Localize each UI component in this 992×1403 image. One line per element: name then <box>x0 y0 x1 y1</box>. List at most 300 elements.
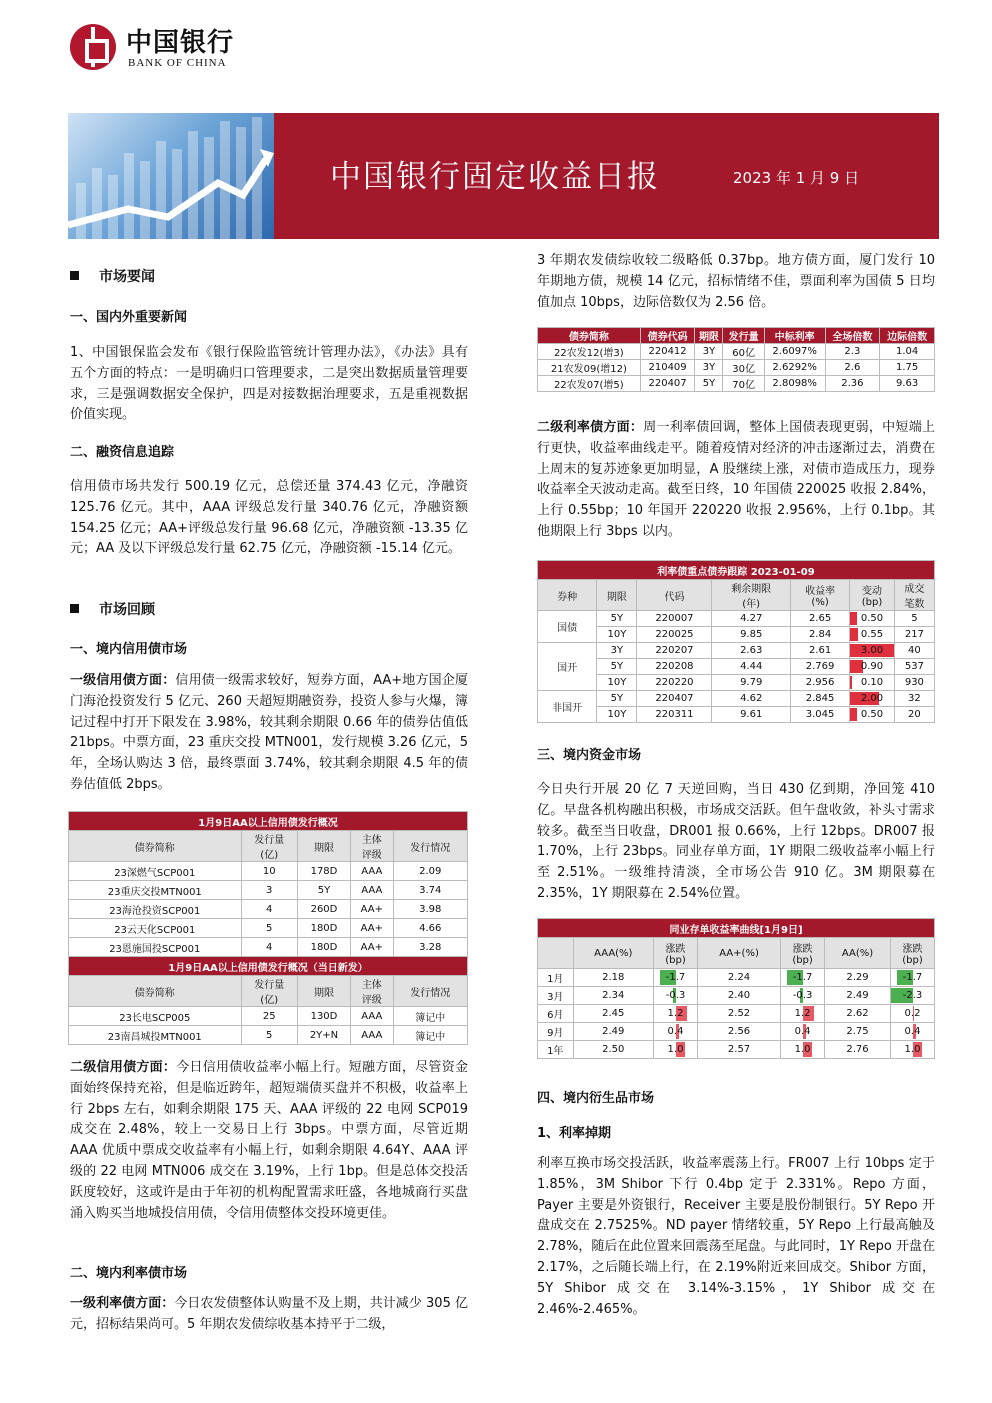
change-bar <box>850 628 858 641</box>
cell-value: 2.845 <box>805 693 835 704</box>
table-row <box>538 1023 935 1041</box>
table-row <box>538 611 935 627</box>
cell-value: 930 <box>904 677 924 688</box>
table-cell <box>781 1005 825 1023</box>
table-cell <box>538 1005 574 1023</box>
table-row <box>69 938 468 957</box>
table-cell <box>891 1041 935 1059</box>
para-primary-credit <box>70 671 468 796</box>
cell-value: 0.4 <box>904 1026 921 1037</box>
label-secondary-credit: 二级信用债方面： <box>70 1060 177 1075</box>
cell-value: 0.10 <box>860 677 884 688</box>
table-cell <box>712 659 790 675</box>
agri-header-cell: 发行量 <box>723 328 764 344</box>
table-cell <box>825 1005 891 1023</box>
table-cell <box>573 1005 654 1023</box>
table-cell <box>825 1041 891 1059</box>
table-cell: 5Y <box>695 376 723 392</box>
table-cell <box>894 691 934 707</box>
table-cell <box>790 707 849 723</box>
cell-value: 2.84 <box>808 629 832 640</box>
cell-value: -0.3 <box>792 990 813 1001</box>
cell-value: 10Y <box>607 629 627 640</box>
report-banner <box>68 113 939 239</box>
table-row <box>69 919 468 938</box>
cell-value: 220208 <box>655 661 694 672</box>
table-cell <box>790 691 849 707</box>
table-cell <box>712 643 790 659</box>
cell-value: 2.65 <box>808 613 832 624</box>
table-cell: 簿记中 <box>393 1007 467 1026</box>
credit-header-cell: 发行情况 <box>393 976 467 1007</box>
cell-value: 0.4 <box>794 1026 811 1037</box>
cell-value: 2.76 <box>846 1044 869 1055</box>
table-cell: 2.09 <box>393 862 467 881</box>
table-cell <box>850 691 895 707</box>
table-cell: AA+ <box>351 919 393 938</box>
table-cell: 3.28 <box>393 938 467 957</box>
cell-value: 2.29 <box>846 972 869 983</box>
cell-value: 2.34 <box>602 990 625 1001</box>
table-cell <box>573 1023 654 1041</box>
ncd-header-cell: 涨跌 (bp) <box>654 938 698 969</box>
heading-financing: 二、融资信息追踪 <box>70 445 175 460</box>
table-row <box>538 1005 935 1023</box>
agri-header-cell: 债券代码 <box>640 328 695 344</box>
rate-header-cell: 券种 <box>538 580 597 611</box>
para-financing: 信用债市场共发行 500.19 亿元，总偿还量 374.43 亿元，净融资 125.76 亿元。其中，AAA 评级总发行量 340.76 亿元，净融资额 154.25 亿元；AA+评级总发行量 96.68 亿元，净融资额 -13.35 亿元；AA 及以下评级总发行量 62.75 亿元，净融资额 -15.14 亿元。 <box>70 479 468 557</box>
table-cell <box>894 643 934 659</box>
cell-value: 2.62 <box>846 1008 869 1019</box>
table-cell <box>697 1023 780 1041</box>
table-cell <box>825 969 891 987</box>
credit-header-cell: 发行量 (亿) <box>241 831 297 862</box>
cell-value: 3.00 <box>860 645 884 656</box>
table-row <box>538 987 935 1005</box>
table-cell: AAA <box>351 881 393 900</box>
table-row <box>69 900 468 919</box>
table-cell: 4 <box>241 938 297 957</box>
table-cell: 2.6097% <box>764 344 825 360</box>
rate-bond-tracking-table <box>537 560 935 723</box>
cell-value: 537 <box>904 661 924 672</box>
table-cell <box>597 691 637 707</box>
table-cell: 4.66 <box>393 919 467 938</box>
credit-header-cell: 债券简称 <box>69 831 242 862</box>
table-cell <box>697 987 780 1005</box>
table-cell <box>637 627 712 643</box>
agri-header-cell: 全场倍数 <box>825 328 880 344</box>
cell-value: 2.52 <box>727 1008 751 1019</box>
agri-header-cell: 期限 <box>695 328 723 344</box>
change-bar <box>850 612 857 625</box>
table-row <box>538 627 935 643</box>
table-cell: 10 <box>241 862 297 881</box>
para-news: 1、中国银保监会发布《银行保险监管统计管理办法》，《办法》具有五个方面的特点：一是明确归口管理要求，二是突出数据质量管理要求，三是强调数据安全保护，四是对接数据治理要求，五是重视数据价值实现。 <box>70 345 468 423</box>
table-cell: 130D <box>297 1007 350 1026</box>
table-cell <box>891 1023 935 1041</box>
label-secondary-rate: 二级利率债方面： <box>537 420 644 435</box>
cell-value: 2.24 <box>727 972 751 983</box>
cell-value: 2.45 <box>602 1008 625 1019</box>
cell-value: 220207 <box>655 645 694 656</box>
table-cell: 2.8098% <box>764 376 825 392</box>
table-cell <box>781 1023 825 1041</box>
table-cell: 2.3 <box>825 344 880 360</box>
heading-derivatives: 四、境内衍生品市场 <box>537 1091 655 1106</box>
logo-en-text: BANK OF CHINA <box>128 57 227 69</box>
table-cell <box>637 691 712 707</box>
bank-logo-icon <box>70 24 116 70</box>
table-cell <box>712 675 790 691</box>
cell-value: 1.0 <box>794 1044 811 1055</box>
table-cell <box>894 707 934 723</box>
bond-type-cell: 国开 <box>538 643 597 691</box>
table-cell <box>850 627 895 643</box>
bond-type-cell: 非国开 <box>538 691 597 723</box>
cell-value: 10Y <box>607 677 627 688</box>
cell-value: -1.7 <box>902 972 923 983</box>
table-cell <box>712 707 790 723</box>
table-cell: 2.6 <box>825 360 880 376</box>
table-cell <box>894 611 934 627</box>
table-cell: 3Y <box>695 360 723 376</box>
cell-value: 2.956 <box>805 677 835 688</box>
table-cell: 5Y <box>297 881 350 900</box>
table-cell: 22农发12(增3) <box>538 344 641 360</box>
table-cell: 210409 <box>640 360 695 376</box>
para-primary-rate <box>70 1294 468 1336</box>
rate-header-cell: 代码 <box>637 580 712 611</box>
cell-value: 4.62 <box>740 693 763 704</box>
table-cell <box>697 1005 780 1023</box>
credit-header-cell: 债券简称 <box>69 976 242 1007</box>
table-cell <box>850 675 895 691</box>
table-row <box>538 691 935 707</box>
table-row <box>538 659 935 675</box>
ncd-table-header <box>538 938 935 969</box>
table-cell <box>850 707 895 723</box>
table-cell: 22农发07(增5) <box>538 376 641 392</box>
cell-value: 5Y <box>610 693 624 704</box>
para-money-market: 今日央行开展 20 亿 7 天逆回购，当日 430 亿到期，净回笼 410 亿。早盘各机构融出积极，市场成交活跃。但午盘收敛，补头寸需求较多。截至当日收盘，DR001 报 0.66%，上行 12bps。DR007 报 1.70%，上行 23bps。同业存单方面，1Y 期限二级收益率小幅上行至 2.51%。一级维持清淡，全市场公告 910 亿。3M 期限募在 2.35%，1Y 期限募在 2.54%位置。 <box>537 782 935 901</box>
ncd-header-cell: 涨跌 (bp) <box>891 938 935 969</box>
text-primary-credit: 信用债一级需求较好，短券方面，AA+地方国企厦门海沧投资发行 5 亿元、260 天超短期融资券，投资人参与火爆，簿记过程中打开下限发在 3.98%，较其剩余期限 0.66 年的债券估值低 21bps。中票方面，23 重庆交投 MTN001，发行规模 3.26 亿元，5 年，全场认购达 3 倍，最终票面 3.74%，较其剩余期限 4.5 年的债券估值低 2bps。 <box>70 673 468 792</box>
cell-value: 20 <box>908 709 921 720</box>
para-secondary-rate <box>537 418 935 543</box>
ncd-header-cell: AA(%) <box>825 938 891 969</box>
bank-logo <box>70 22 270 74</box>
banner-chart-image <box>68 113 274 239</box>
table-row <box>538 643 935 659</box>
table-cell <box>654 969 698 987</box>
table-cell <box>850 659 895 675</box>
cell-value: 4.44 <box>740 661 763 672</box>
cell-value: 6月 <box>547 1010 564 1021</box>
table-cell: 5 <box>241 919 297 938</box>
table-cell <box>790 643 849 659</box>
cell-value: 1.2 <box>667 1008 684 1019</box>
cell-value: 0.90 <box>860 661 884 672</box>
cell-value: 220311 <box>655 709 694 720</box>
para-primary-rate-cont: 3 年期农发债综收较二级略低 0.37bp。地方债方面，厦门发行 10 年期地方债，规模 14 亿元，招标情绪不佳，票面利率为国债 5 日均值加点 10bps，边际倍数仅为 2.56 倍。 <box>537 253 935 310</box>
table-cell <box>597 675 637 691</box>
credit-table-title2: 1月9日AA以上信用债发行概况（当日新发） <box>69 957 468 976</box>
text-primary-rate: 今日农发债整体认购量不及上期，共计减少 305 亿元，招标结果尚可。5 年期农发债综收基本持平于二级， <box>70 1296 468 1332</box>
cell-value: 9月 <box>547 1028 564 1039</box>
cell-value: 220220 <box>655 677 694 688</box>
table-cell <box>637 611 712 627</box>
cell-value: 217 <box>904 629 924 640</box>
credit-table-title: 1月9日AA以上信用债发行概况 <box>69 812 468 831</box>
table-row <box>69 881 468 900</box>
table-row <box>538 675 935 691</box>
rate-header-cell: 收益率 (%) <box>790 580 849 611</box>
agri-bond-table <box>537 327 935 392</box>
table-cell <box>781 969 825 987</box>
table-cell <box>597 707 637 723</box>
cell-value: 220025 <box>655 629 694 640</box>
label-primary-credit: 一级信用债方面： <box>70 673 176 688</box>
cell-value: -2.3 <box>902 990 923 1001</box>
table-row <box>538 707 935 723</box>
table-cell <box>790 627 849 643</box>
cell-value: 2.61 <box>808 645 832 656</box>
table-cell <box>538 987 574 1005</box>
table-cell: 260D <box>297 900 350 919</box>
table-cell: AA+ <box>351 900 393 919</box>
table-cell: AAA <box>351 862 393 881</box>
credit-table-header2 <box>69 976 468 1007</box>
rate-header-cell: 成交 笔数 <box>894 580 934 611</box>
table-cell <box>697 969 780 987</box>
heading-rate-market: 二、境内利率债市场 <box>70 1266 188 1281</box>
table-cell <box>538 1023 574 1041</box>
report-date: 2023 年 1 月 9 日 <box>733 169 860 187</box>
cell-value: 4.27 <box>740 613 763 624</box>
para-secondary-credit <box>70 1058 468 1224</box>
text-secondary-rate: 周一利率债回调，整体上国债表现更弱，中短端上行更快，收益率曲线走平。随着疫情对经济的冲击逐渐过去，消费在上周末的复苏迹象更加明显，A 股继续上涨，对债市造成压力，现券收益率全天波动走高。截至日终，10 年国债 220025 收报 2.84%，上行 0.55bp；10 年国开 220220 收报 2.956%，上行 0.1bp。其他期限上行 3bps 以内。 <box>537 420 935 539</box>
rate-header-cell: 变动 (bp) <box>850 580 895 611</box>
table-cell <box>825 1023 891 1041</box>
credit-header-cell: 期限 <box>297 831 350 862</box>
table-row <box>69 1007 468 1026</box>
cell-value: 2.56 <box>727 1026 751 1037</box>
table-cell <box>597 643 637 659</box>
ncd-header-cell <box>538 938 574 969</box>
ncd-header-cell: AA+(%) <box>697 938 780 969</box>
cell-value: 2.49 <box>846 990 869 1001</box>
table-cell <box>712 691 790 707</box>
cell-value: 1.0 <box>904 1044 921 1055</box>
rate-table-header <box>538 580 935 611</box>
table-cell: 1.75 <box>880 360 935 376</box>
table-row <box>538 344 935 360</box>
text-secondary-credit: 今日信用债收益率小幅上行。短融方面，尽管资金面始终保持充裕，但是临近跨年，超短端债买盘并不积极，收益率上行 2bps 左右，如剩余期限 175 天、AAA 评级的 22 电网 SCP019 成交在 2.48%，较上一交易日上行 3bps。中票方面，尽管近期 AAA 优质中票成交收益率有小幅上行，如剩余期限 4.64Y、AAA 评级的 22 电网 MTN006 成交在 3.19%，上行 1bp。但是总体交投活跃度较好，这或许是由于年初的机构配置需求旺盛，各地城商行买盘涌入购买当地城投信用债，令信用债整体交投环境更佳。 <box>70 1060 468 1221</box>
table-cell: 23云天化SCP001 <box>69 919 242 938</box>
table-cell <box>781 1041 825 1059</box>
rate-table-title: 利率债重点债券跟踪 2023-01-09 <box>538 561 935 580</box>
table-cell: 2.36 <box>825 376 880 392</box>
table-cell <box>697 1041 780 1059</box>
credit-header-cell: 主体 评级 <box>351 831 393 862</box>
cell-value: 1.2 <box>794 1008 811 1019</box>
cell-value: 2.769 <box>805 661 835 672</box>
table-cell <box>637 675 712 691</box>
table-cell <box>573 987 654 1005</box>
table-row <box>538 1041 935 1059</box>
credit-header-cell: 主体 评级 <box>351 976 393 1007</box>
agri-header-cell: 债券简称 <box>538 328 641 344</box>
heading-credit-market: 一、境内信用债市场 <box>70 642 188 657</box>
label-primary-rate: 一级利率债方面： <box>70 1296 175 1311</box>
cell-value: 1.0 <box>667 1044 684 1055</box>
table-cell: AAA <box>351 1007 393 1026</box>
cell-value: 2.40 <box>727 990 751 1001</box>
table-cell: 3 <box>241 881 297 900</box>
table-cell <box>825 987 891 1005</box>
section-heading-review: 市场回顾 <box>70 599 155 619</box>
table-cell: 23重庆交投MTN001 <box>69 881 242 900</box>
cell-value: 3.045 <box>805 709 835 720</box>
section-heading-news: 市场要闻 <box>70 266 155 286</box>
table-cell: 23深燃气SCP001 <box>69 862 242 881</box>
agri-table-header <box>538 328 935 344</box>
table-cell: 3.74 <box>393 881 467 900</box>
para-irs: 利率互换市场交投活跃，收益率震荡上行。FR007 上行 10bps 定于 1.85%，3M Shibor 下行 0.4bp 定于 2.331%。Repo 方面，Payer 主要是外资银行，Receiver 主要是股份制银行。5Y Repo 开盘成交在 2.7525%。ND payer 情绪较重，5Y Repo 上行最高触及 2.78%，随后在此位置来回震荡至尾盘。与此同时，1Y Repo 开盘在 2.17%，之后随长端上行，在 2.19%附近来回成交。Shibor 方面，5Y Shibor 成交在 3.14%-3.15%，1Y Shibor 成交在 2.46%-2.465%。 <box>537 1156 935 1317</box>
table-cell <box>790 659 849 675</box>
ncd-table-title: 同业存单收益率曲线[1月9日] <box>538 919 935 938</box>
table-cell <box>894 675 934 691</box>
table-cell <box>573 969 654 987</box>
cell-value: 0.55 <box>860 629 884 640</box>
credit-header-cell: 发行量 (亿) <box>241 976 297 1007</box>
credit-header-cell: 期限 <box>297 976 350 1007</box>
table-cell <box>790 675 849 691</box>
table-cell <box>654 1041 698 1059</box>
cell-value: 9.79 <box>740 677 763 688</box>
table-cell <box>781 987 825 1005</box>
table-cell: 2.6292% <box>764 360 825 376</box>
table-cell <box>538 969 574 987</box>
table-cell <box>894 627 934 643</box>
table-cell <box>637 707 712 723</box>
heading-domestic-news: 一、国内外重要新闻 <box>70 310 188 325</box>
table-cell <box>597 627 637 643</box>
cell-value: 2.49 <box>602 1026 625 1037</box>
table-cell <box>597 611 637 627</box>
table-cell: 2Y+N <box>297 1026 350 1045</box>
table-cell: 180D <box>297 938 350 957</box>
rate-header-cell: 剩余期限 (年) <box>712 580 790 611</box>
credit-issuance-table <box>68 811 468 1045</box>
cell-value: 9.61 <box>740 709 763 720</box>
table-row <box>538 969 935 987</box>
table-cell: 220412 <box>640 344 695 360</box>
cell-value: 0.4 <box>667 1026 684 1037</box>
change-bar <box>850 708 857 721</box>
cell-value: 40 <box>908 645 921 656</box>
cell-value: 10Y <box>607 709 627 720</box>
table-cell: 1.04 <box>880 344 935 360</box>
table-cell: 220407 <box>640 376 695 392</box>
table-cell <box>712 611 790 627</box>
cell-value: 2.75 <box>846 1026 869 1037</box>
credit-header-cell: 发行情况 <box>393 831 467 862</box>
table-cell: 23海沧投资SCP001 <box>69 900 242 919</box>
cell-value: 2.00 <box>860 693 884 704</box>
heading-money-market: 三、境内资金市场 <box>537 748 642 763</box>
bond-type-cell: 国债 <box>538 611 597 643</box>
table-cell: 23长电SCP005 <box>69 1007 242 1026</box>
table-cell: 23恩施国投SCP001 <box>69 938 242 957</box>
cell-value: 1年 <box>547 1046 564 1057</box>
agri-header-cell: 中标利率 <box>764 328 825 344</box>
table-row <box>69 862 468 881</box>
table-row <box>538 376 935 392</box>
table-cell <box>891 969 935 987</box>
table-cell <box>597 659 637 675</box>
table-cell <box>538 1041 574 1059</box>
credit-table-header <box>69 831 468 862</box>
table-cell: 60亿 <box>723 344 764 360</box>
table-cell: 23南昌城投MTN001 <box>69 1026 242 1045</box>
cell-value: 0.2 <box>904 1008 921 1019</box>
cell-value: 3月 <box>547 992 564 1003</box>
table-cell <box>654 1023 698 1041</box>
cell-value: -1.7 <box>792 972 813 983</box>
cell-value: 220407 <box>655 693 694 704</box>
cell-value: 3Y <box>610 645 624 656</box>
table-cell <box>894 659 934 675</box>
table-cell <box>850 611 895 627</box>
table-cell: 5 <box>241 1026 297 1045</box>
table-cell <box>637 659 712 675</box>
cell-value: 2.18 <box>602 972 625 983</box>
cell-value: 1月 <box>547 974 564 985</box>
table-cell: 178D <box>297 862 350 881</box>
table-cell: 180D <box>297 919 350 938</box>
table-cell <box>573 1041 654 1059</box>
table-cell: 30亿 <box>723 360 764 376</box>
table-cell: 3.98 <box>393 900 467 919</box>
table-cell: 9.63 <box>880 376 935 392</box>
table-row <box>538 360 935 376</box>
report-title: 中国银行固定收益日报 <box>330 159 660 195</box>
cell-value: 0.50 <box>860 613 884 624</box>
cell-value: 9.85 <box>740 629 763 640</box>
cell-value: 2.63 <box>740 645 763 656</box>
table-cell <box>891 1005 935 1023</box>
ncd-header-cell: 涨跌 (bp) <box>781 938 825 969</box>
table-cell: AAA <box>351 1026 393 1045</box>
table-cell <box>891 987 935 1005</box>
cell-value: 32 <box>908 693 921 704</box>
table-cell <box>712 627 790 643</box>
cell-value: 5Y <box>610 661 624 672</box>
cell-value: 2.57 <box>727 1044 751 1055</box>
table-cell: 4 <box>241 900 297 919</box>
table-cell: 21农发09(增12) <box>538 360 641 376</box>
table-cell: 3Y <box>695 344 723 360</box>
cell-value: -1.7 <box>665 972 686 983</box>
table-cell <box>637 643 712 659</box>
cell-value: 5 <box>911 613 918 624</box>
heading-irs: 1、利率掉期 <box>537 1126 612 1141</box>
rate-header-cell: 期限 <box>597 580 637 611</box>
table-cell: 70亿 <box>723 376 764 392</box>
table-cell: AA+ <box>351 938 393 957</box>
